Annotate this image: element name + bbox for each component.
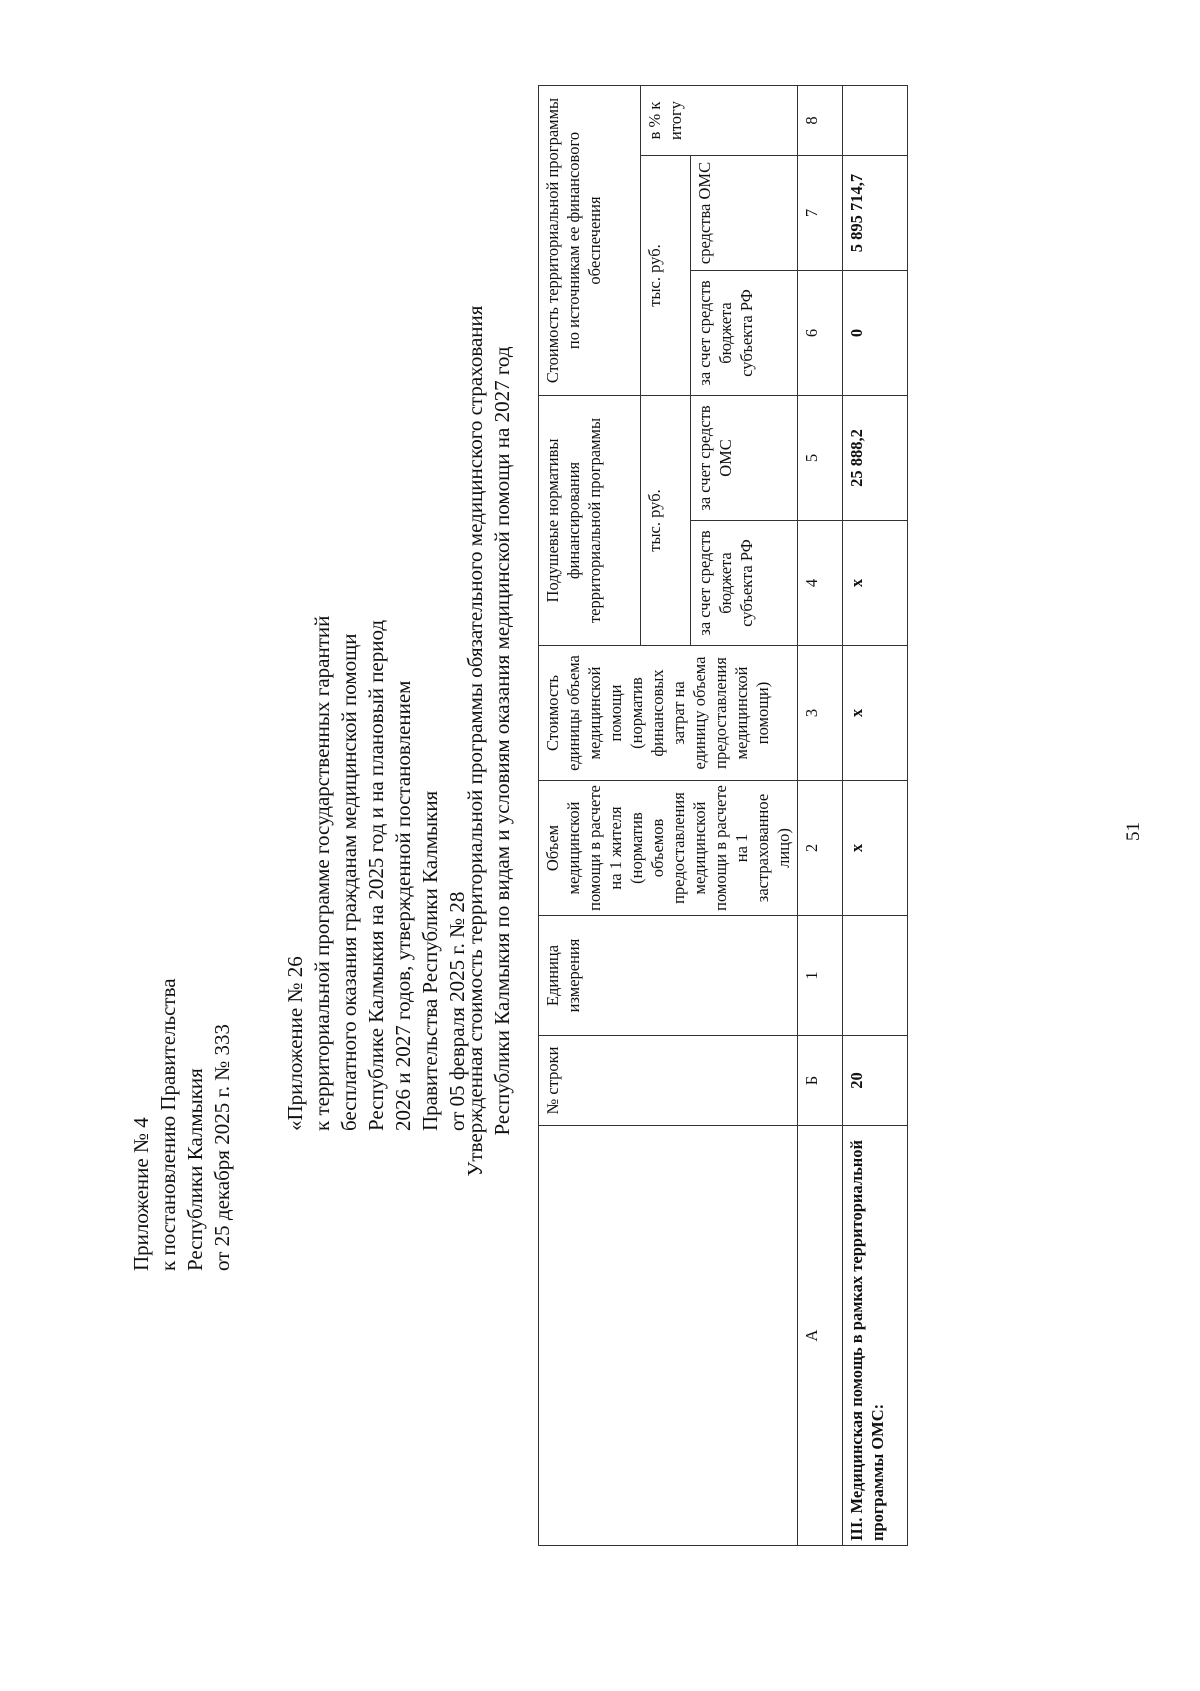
annex-line: Правительства Республики Калмыкия [418, 790, 442, 1131]
document-header [128, 978, 236, 1271]
header-cost-percent: в % к итогу [641, 86, 798, 156]
column-number: Б [798, 1036, 843, 1126]
document-title [462, 141, 516, 1341]
header-unit: Единица измерения [539, 916, 798, 1036]
annex-line: Республике Калмыкия на 2025 год и на плановый период [364, 619, 388, 1131]
row-cost-oms: 5 895 714,7 [843, 156, 908, 271]
header-per-capita: Подушевые нормативы финансирования территориальной программы [539, 396, 641, 646]
page-number: 51 [1123, 822, 1144, 841]
column-number: 1 [798, 916, 843, 1036]
header-cost-budget: за счет средств бюджета субъекта РФ [691, 271, 798, 396]
row-cost-percent [843, 86, 908, 156]
annex-line: бесплатного оказания гражданам медицинской помощи [337, 633, 361, 1131]
annex-line: к территориальной программе государственных гарантий [310, 615, 334, 1131]
header-per-capita-oms: за счет средств ОМС [691, 396, 798, 521]
row-per-capita-oms: 25 888,2 [843, 396, 908, 521]
column-number: 4 [798, 521, 843, 646]
annex-line: «Приложение № 26 [283, 956, 307, 1131]
row-unit [843, 916, 908, 1036]
column-number: 6 [798, 271, 843, 396]
column-number: 5 [798, 396, 843, 521]
column-number: 3 [798, 646, 843, 781]
header-line: от 25 декабря 2025 г. № 333 [210, 1024, 234, 1271]
title-line: Республики Калмыкия по видам и условиям оказания медицинской помощи на 2027 год [490, 346, 514, 1136]
row-number: 20 [843, 1036, 908, 1126]
header-line: Республики Калмыкия [183, 1068, 207, 1271]
table-row [843, 86, 908, 1546]
header-name-cell [539, 1126, 798, 1546]
row-per-capita-budget: x [843, 521, 908, 646]
row-unit-cost: x [843, 646, 908, 781]
annex-reference [282, 616, 471, 1131]
header-line: к постановлению Правительства [156, 978, 180, 1271]
header-volume: Объем медицинской помощи в расчете на 1 жителя (норматив объемов предоставления медицинской помощи в расчете на 1 застрахованное лицо) [539, 781, 798, 916]
header-per-capita-budget: за счет средств бюджета субъекта РФ [691, 521, 798, 646]
row-volume: x [843, 781, 908, 916]
header-per-capita-unit: тыс. руб. [641, 396, 691, 646]
row-name: III. Медицинская помощь в рамках территориальной программы ОМС: [843, 1126, 908, 1546]
header-cost-oms: средства ОМС [691, 156, 798, 271]
header-row-no: № строки [539, 1036, 798, 1126]
column-number: А [798, 1126, 843, 1546]
header-unit-cost: Стоимость единицы объема медицинской помощи (норматив финансовых затрат на единицу объема предоставления медицинской помощи) [539, 646, 798, 781]
column-number: 2 [798, 781, 843, 916]
column-number: 8 [798, 86, 843, 156]
column-number: 7 [798, 156, 843, 271]
annex-line: 2026 и 2027 годов, утвержденной постановлением [391, 680, 415, 1131]
title-line: Утвержденная стоимость территориальной программы обязательного медицинского страхования [463, 305, 487, 1177]
row-cost-budget: 0 [843, 271, 908, 396]
header-line: Приложение № 4 [129, 1117, 153, 1271]
header-cost: Стоимость территориальной программы по источникам ее финансового обеспечения [539, 86, 641, 396]
cost-table [538, 85, 908, 1546]
annex-line: от 05 февраля 2025 г. № 28 [445, 891, 469, 1131]
header-cost-unit: тыс. руб. [641, 156, 691, 396]
